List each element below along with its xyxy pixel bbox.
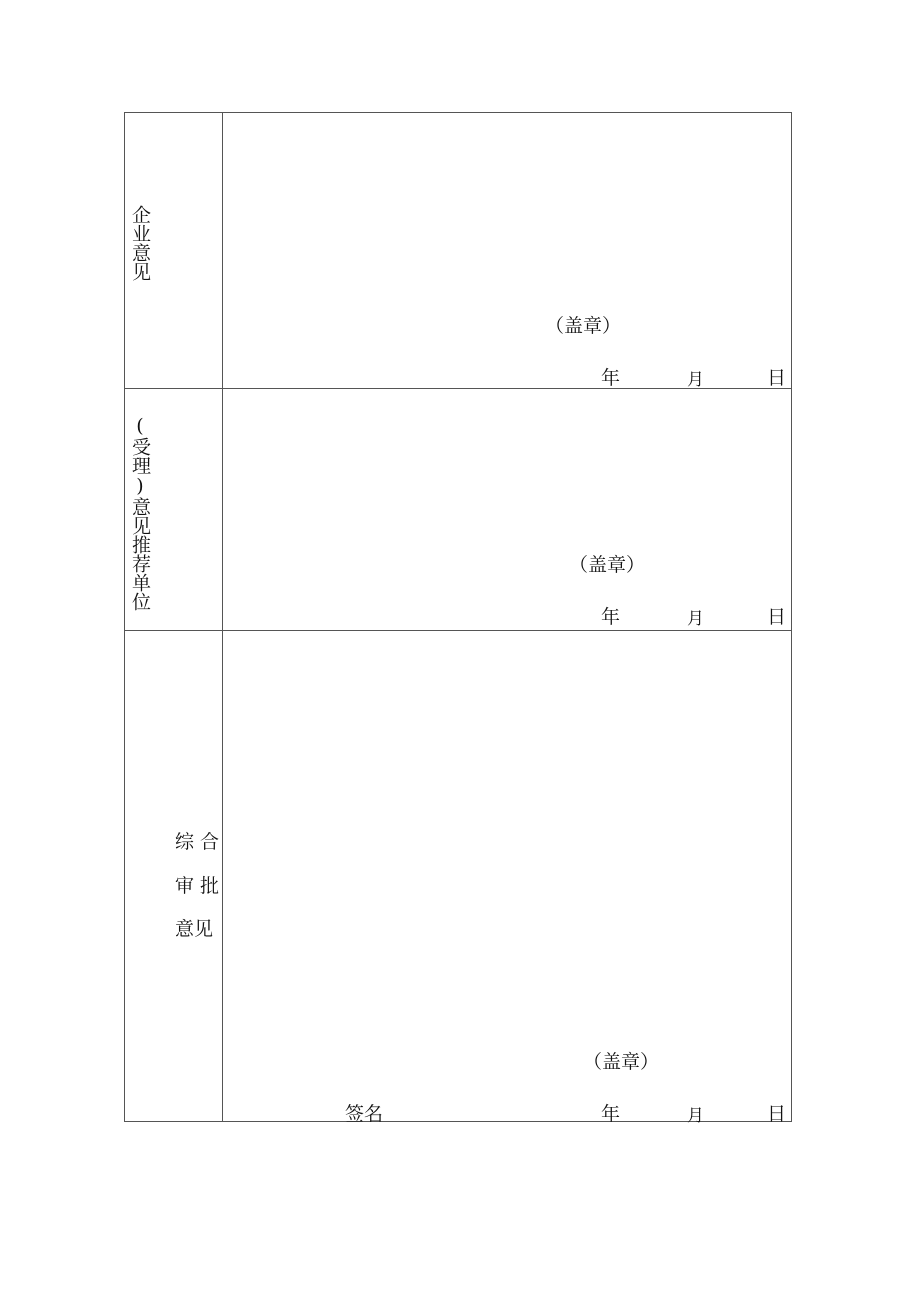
enterprise-opinion-field[interactable] xyxy=(223,113,791,388)
enterprise-opinion-label-cell xyxy=(125,113,223,388)
year-label: 年 xyxy=(601,367,621,389)
comprehensive-approval-label-line-2: 审 批 xyxy=(175,875,220,897)
day-label: 日 xyxy=(767,367,787,389)
comprehensive-approval-opinion-field[interactable] xyxy=(223,631,791,1126)
day-label: 日 xyxy=(767,606,787,628)
approval-form-table xyxy=(124,112,792,1126)
month-label: 月 xyxy=(687,370,704,390)
seal-text: （盖章） xyxy=(545,315,622,337)
comprehensive-approval-label-line-3: 意见 xyxy=(175,918,214,940)
day-label: 日 xyxy=(767,1103,787,1125)
year-label: 年 xyxy=(601,1103,621,1125)
recommending-unit-opinion-row xyxy=(125,389,791,631)
seal-text: （盖章） xyxy=(583,1051,660,1073)
signature-label: 签名 xyxy=(345,1103,384,1125)
enterprise-opinion-row xyxy=(125,113,791,389)
comprehensive-approval-opinion-row xyxy=(125,631,791,1126)
year-label: 年 xyxy=(601,606,621,628)
month-label: 月 xyxy=(687,1106,704,1126)
comprehensive-approval-label-line-1: 综 合 xyxy=(175,831,220,853)
recommending-unit-label: (受理)意见推荐单位 xyxy=(129,415,151,611)
recommending-unit-label-cell xyxy=(125,389,223,630)
enterprise-opinion-label: 企业意见 xyxy=(129,205,151,281)
recommending-unit-opinion-field[interactable] xyxy=(223,389,791,630)
comprehensive-approval-label-cell xyxy=(125,631,223,1121)
month-label: 月 xyxy=(687,609,704,629)
seal-text: （盖章） xyxy=(569,554,646,576)
